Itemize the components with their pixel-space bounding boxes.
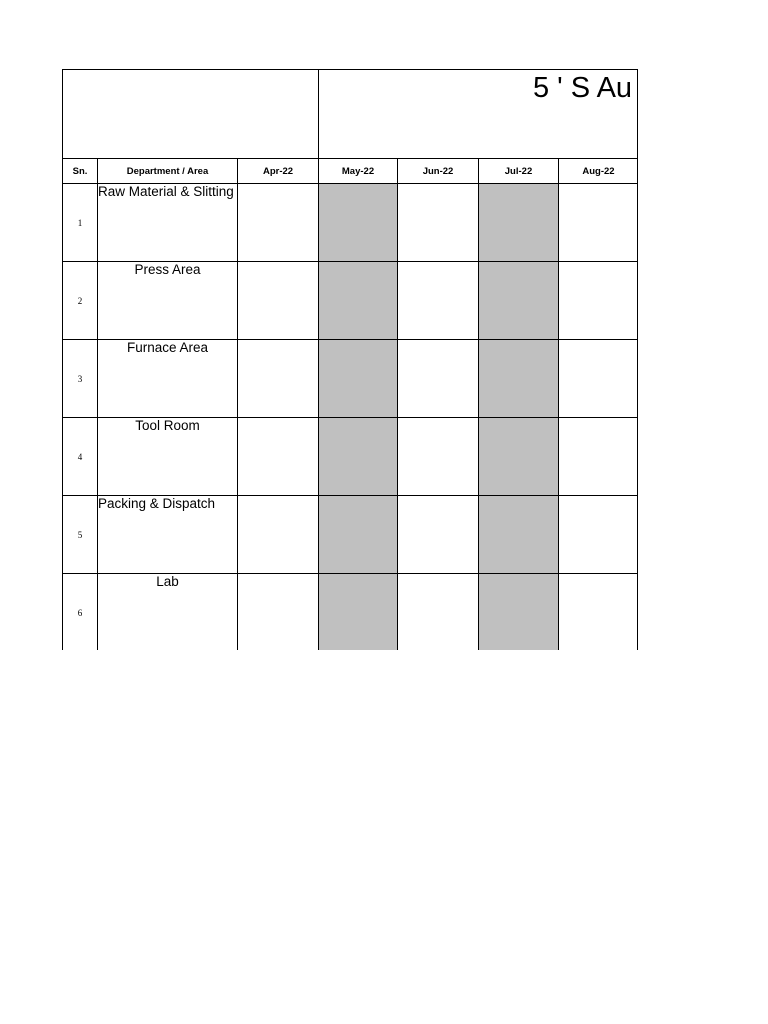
title-cell <box>319 70 638 160</box>
month-cell[interactable] <box>398 574 479 651</box>
header-sn: Sn. <box>63 159 98 184</box>
row-sn: 6 <box>63 574 98 651</box>
month-cell[interactable] <box>479 496 559 574</box>
month-cell[interactable] <box>319 418 398 496</box>
month-cell[interactable] <box>559 262 639 340</box>
row-department <box>98 262 238 340</box>
row-sn: 1 <box>63 184 98 262</box>
month-cell[interactable] <box>319 184 398 262</box>
table-row <box>63 262 639 340</box>
header-row <box>63 159 639 184</box>
header-department: Department / Area <box>98 159 238 184</box>
month-cell[interactable] <box>479 184 559 262</box>
department-label: Raw Material & Slitting <box>98 184 234 199</box>
row-sn: 5 <box>63 496 98 574</box>
table-row <box>63 340 639 418</box>
department-label: Press Area <box>134 262 201 277</box>
table-row <box>63 574 639 651</box>
department-label: Furnace Area <box>126 340 209 355</box>
month-cell[interactable] <box>319 262 398 340</box>
department-label: Tool Room <box>135 418 200 433</box>
month-cell[interactable] <box>398 184 479 262</box>
table-right-edge <box>637 69 638 650</box>
month-cell[interactable] <box>319 574 398 651</box>
month-cell[interactable] <box>559 340 639 418</box>
month-cell[interactable] <box>238 262 319 340</box>
month-cell[interactable] <box>319 340 398 418</box>
month-cell[interactable] <box>238 418 319 496</box>
month-cell[interactable] <box>559 184 639 262</box>
row-department <box>98 574 238 651</box>
header-month: Jun-22 <box>398 159 479 184</box>
row-department <box>98 184 238 262</box>
department-label: Lab <box>156 574 179 589</box>
month-cell[interactable] <box>559 496 639 574</box>
page-title: 5 ' S Au <box>533 72 633 104</box>
table-row <box>63 418 639 496</box>
row-department <box>98 340 238 418</box>
month-cell[interactable] <box>238 496 319 574</box>
month-cell[interactable] <box>398 340 479 418</box>
row-department <box>98 496 238 574</box>
month-cell[interactable] <box>398 262 479 340</box>
row-sn: 2 <box>63 262 98 340</box>
row-sn: 4 <box>63 418 98 496</box>
month-cell[interactable] <box>238 184 319 262</box>
month-cell[interactable] <box>559 574 639 651</box>
month-cell[interactable] <box>398 418 479 496</box>
month-cell[interactable] <box>398 496 479 574</box>
row-department <box>98 418 238 496</box>
header-month: Apr-22 <box>238 159 319 184</box>
month-cell[interactable] <box>238 574 319 651</box>
header-month: Aug-22 <box>559 159 639 184</box>
month-cell[interactable] <box>479 262 559 340</box>
table-row <box>63 184 639 262</box>
month-cell[interactable] <box>479 340 559 418</box>
department-label: Packing & Dispatch <box>98 496 216 511</box>
month-cell[interactable] <box>319 496 398 574</box>
row-sn: 3 <box>63 340 98 418</box>
audit-table-frame <box>62 69 638 650</box>
month-cell[interactable] <box>238 340 319 418</box>
header-month: May-22 <box>319 159 398 184</box>
logo-cell <box>63 70 319 160</box>
month-cell[interactable] <box>479 418 559 496</box>
title-row <box>62 69 638 159</box>
audit-schedule-table <box>62 158 638 650</box>
month-cell[interactable] <box>559 418 639 496</box>
header-month: Jul-22 <box>479 159 559 184</box>
month-cell[interactable] <box>479 574 559 651</box>
table-row <box>63 496 639 574</box>
